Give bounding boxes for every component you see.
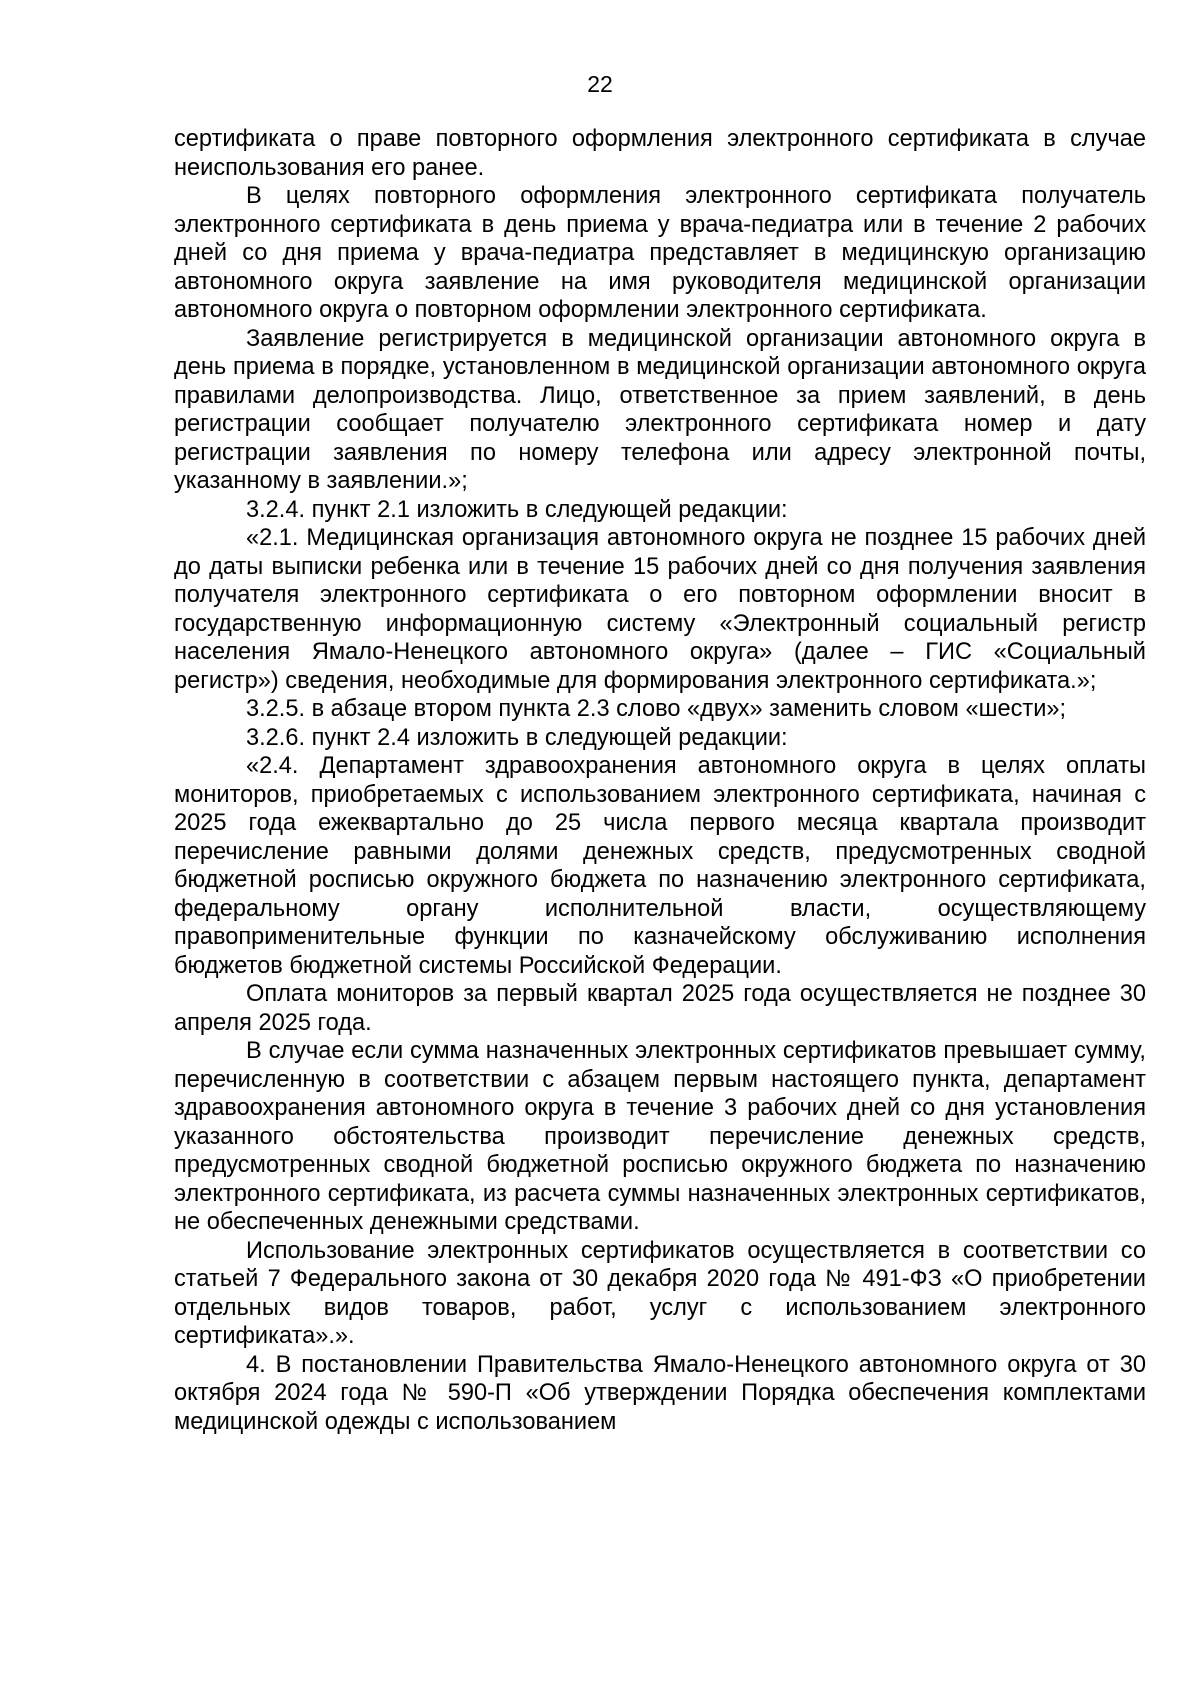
paragraph-9: Оплата мониторов за первый квартал 2025 года осуществляется не позднее 30 апреля 2025 года. <box>174 981 1146 1036</box>
paragraph-8: «2.4. Департамент здравоохранения автономного округа в целях оплаты мониторов, приобретаемых с использованием электронного сертификата, начиная с 2025 года ежеквартально до 25 числа первого месяца квартала производит перечисление равными долями денежных средств, предусмотренных сводной бюджетной росписью окружного бюджета по назначению электронного сертификата, федеральному органу исполнительной власти, осуществляющему правоприменительные функции по казначейскому обслуживанию исполнения бюджетов бюджетной системы Российской Федерации. <box>174 753 1146 979</box>
page-number: 22 <box>587 71 613 97</box>
paragraph-12: 4. В постановлении Правительства Ямало-Ненецкого автономного округа от 30 октября 2024 года № 590-П «Об утверждении Порядка обеспечения комплектами медицинской одежды с использованием <box>174 1351 1146 1435</box>
paragraph-1: сертификата о праве повторного оформления электронного сертификата в случае неиспользования его ранее. <box>174 126 1146 181</box>
document-body <box>174 125 1146 1436</box>
paragraph-5: «2.1. Медицинская организация автономного округа не позднее 15 рабочих дней до даты выписки ребенка или в течение 15 рабочих дней со дня получения заявления получателя электронного сертификата о его повторном оформлении вносит в государственную информационную систему «Электронный социальный регистр населения Ямало-Ненецкого автономного округа» (далее – ГИС «Социальный регистр») сведения, необходимые для формирования электронного сертификата.»; <box>174 525 1146 694</box>
paragraph-6: 3.2.5. в абзаце втором пункта 2.3 слово «двух» заменить словом «шести»; <box>246 696 1067 722</box>
paragraph-10: В случае если сумма назначенных электронных сертификатов превышает сумму, перечисленную в соответствии с абзацем первым настоящего пункта, департамент здравоохранения автономного округа в течение 3 рабочих дней со дня установления указанного обстоятельства производит перечисление денежных средств, предусмотренных сводной бюджетной росписью окружного бюджета по назначению электронного сертификата, из расчета суммы назначенных электронных сертификатов, не обеспеченных денежными средствами. <box>174 1038 1146 1235</box>
paragraph-2: В целях повторного оформления электронного сертификата получатель электронного сертификата в день приема у врача-педиатра или в течение 2 рабочих дней со дня приема у врача-педиатра представляет в медицинскую организацию автономного округа заявление на имя руководителя медицинской организации автономного округа о повторном оформлении электронного сертификата. <box>174 183 1146 323</box>
paragraph-4: 3.2.4. пункт 2.1 изложить в следующей редакции: <box>246 496 788 523</box>
paragraph-7: 3.2.6. пункт 2.4 изложить в следующей редакции: <box>246 724 788 751</box>
paragraph-11: Использование электронных сертификатов осуществляется в соответствии со статьей 7 Федерального закона от 30 декабря 2020 года № 491-ФЗ «О приобретении отдельных видов товаров, работ, услуг с использованием электронного сертификата».». <box>174 1237 1146 1349</box>
paragraph-3: Заявление регистрируется в медицинской организации автономного округа в день приема в порядке, установленном в медицинской организации автономного округа правилами делопроизводства. Лицо, ответственное за прием заявлений, в день регистрации сообщает получателю электронного сертификата номер и дату регистрации заявления по номеру телефона или адресу электронной почты, указанному в заявлении.»; <box>174 325 1146 494</box>
